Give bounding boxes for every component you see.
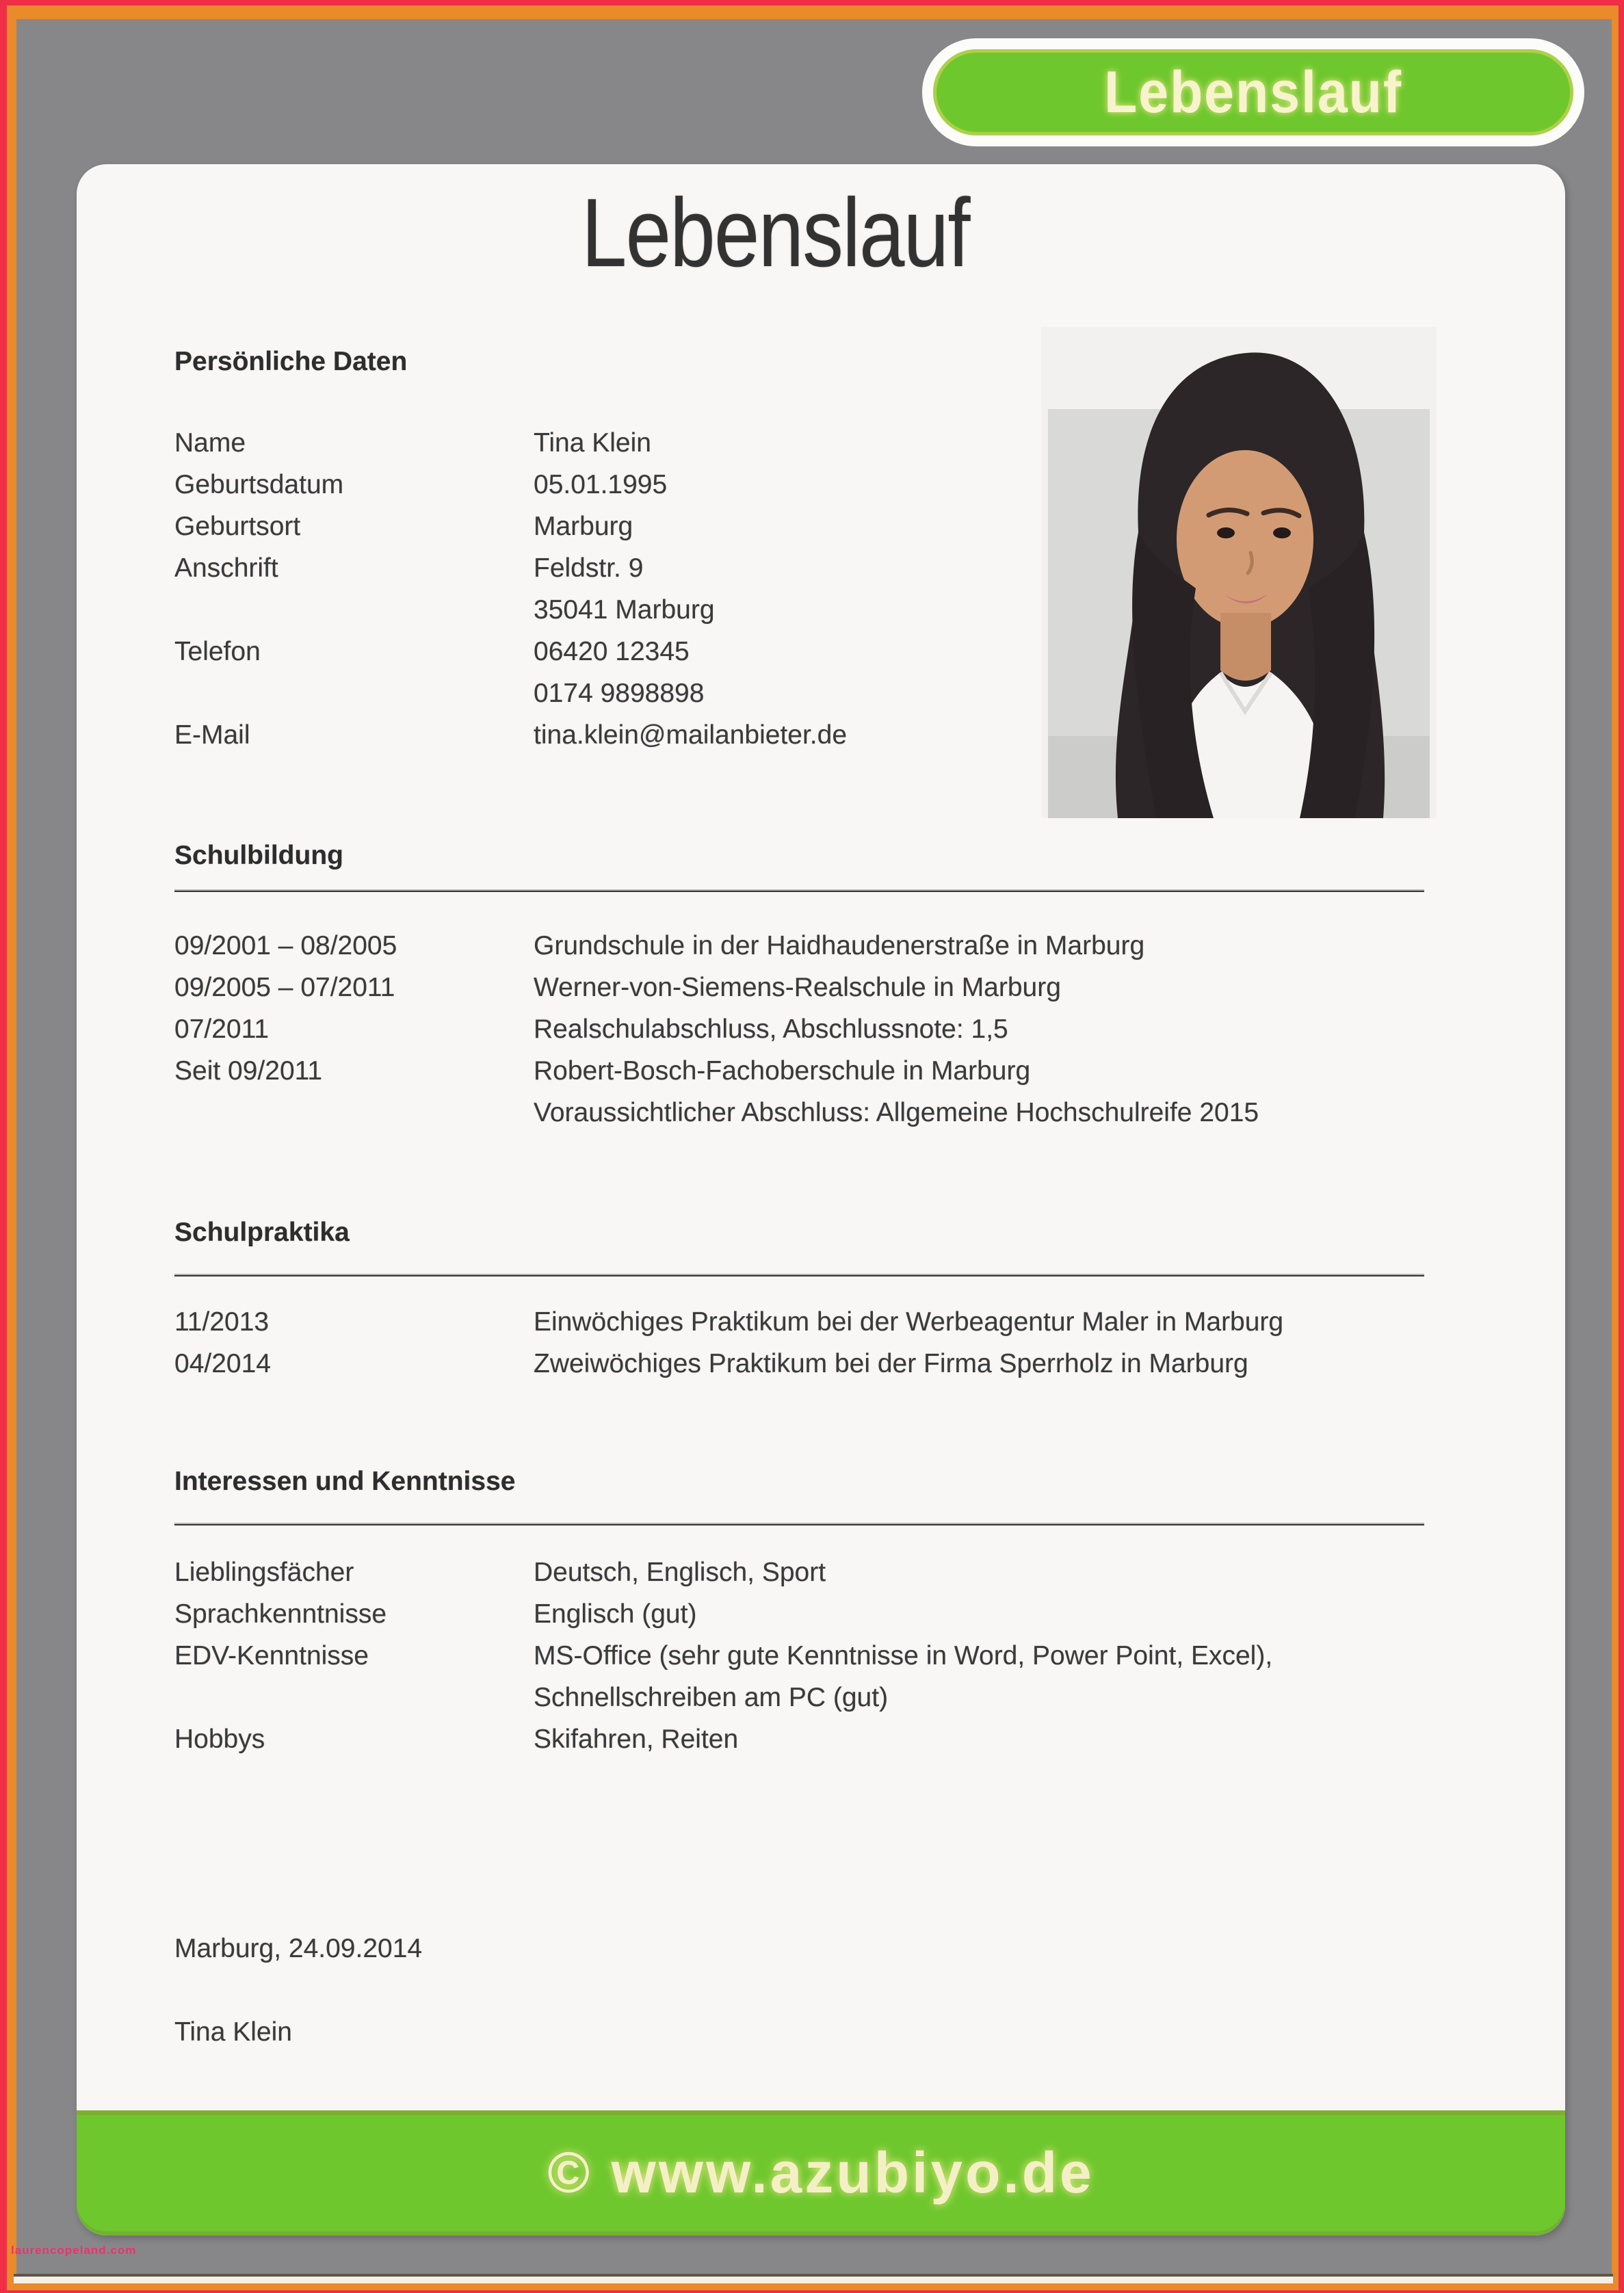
- personal-rows: [77, 422, 1565, 756]
- data-row: [77, 925, 1565, 967]
- data-row: [77, 422, 1565, 464]
- data-row: [77, 1718, 1565, 1760]
- row-label: Lieblingsfächer: [174, 1558, 354, 1587]
- row-value: 35041 Marburg: [534, 595, 715, 625]
- row-label: 09/2001 – 08/2005: [174, 931, 397, 960]
- row-value: Englisch (gut): [534, 1599, 697, 1629]
- row-value: Voraussichtlicher Abschluss: Allgemeine Hochschulreife 2015: [534, 1098, 1259, 1127]
- data-row: [77, 547, 1565, 589]
- row-label: E-Mail: [174, 720, 250, 750]
- row-label: Geburtsort: [174, 512, 301, 541]
- row-label: Hobbys: [174, 1725, 265, 1754]
- section-heading-personal: Persönliche Daten: [174, 347, 408, 376]
- footer-bar: [77, 2110, 1565, 2236]
- data-row: [77, 714, 1565, 756]
- data-row: [77, 1551, 1565, 1593]
- row-label: Telefon: [174, 637, 261, 666]
- data-row: [77, 1343, 1565, 1385]
- row-value: Robert-Bosch-Fachoberschule in Marburg: [534, 1056, 1031, 1086]
- lebenslauf-badge-label: Lebenslauf: [1103, 59, 1403, 125]
- data-row: [77, 1050, 1565, 1092]
- row-value: Feldstr. 9: [534, 553, 644, 583]
- row-value: Realschulabschluss, Abschlussnote: 1,5: [534, 1014, 1008, 1044]
- interessen-rows: [77, 1551, 1565, 1760]
- data-row: [77, 1092, 1565, 1134]
- footer-copyright: © www.azubiyo.de: [547, 2140, 1095, 2205]
- bottom-white-stripe: [14, 2277, 1613, 2283]
- data-row: [77, 967, 1565, 1008]
- row-value: Zweiwöchiges Praktikum bei der Firma Sperrholz in Marburg: [534, 1349, 1248, 1378]
- row-label: Anschrift: [174, 553, 278, 583]
- row-value: tina.klein@mailanbieter.de: [534, 720, 848, 750]
- resume-sheet: [77, 164, 1565, 2236]
- row-label: Seit 09/2011: [174, 1056, 323, 1086]
- watermark-text: laurencopeland.com: [11, 2244, 137, 2257]
- section-divider: [174, 1523, 1424, 1525]
- data-row: [77, 506, 1565, 547]
- row-value: Schnellschreiben am PC (gut): [534, 1683, 889, 1712]
- row-value: Skifahren, Reiten: [534, 1725, 739, 1754]
- section-divider: [174, 889, 1424, 892]
- data-row: [77, 1301, 1565, 1343]
- row-value: Deutsch, Englisch, Sport: [534, 1558, 826, 1587]
- row-value: Werner-von-Siemens-Realschule in Marburg: [534, 973, 1061, 1002]
- section-heading-interessen: Interessen und Kenntnisse: [174, 1467, 516, 1496]
- row-value: Marburg: [534, 512, 633, 541]
- row-value: 0174 9898898: [534, 679, 705, 708]
- row-label: Sprachkenntnisse: [174, 1599, 387, 1629]
- section-divider: [174, 1274, 1424, 1276]
- data-row: [77, 1008, 1565, 1050]
- row-label: 07/2011: [174, 1014, 270, 1044]
- data-row: [77, 631, 1565, 672]
- data-row: [77, 1593, 1565, 1635]
- row-label: Geburtsdatum: [174, 470, 344, 499]
- row-label: 11/2013: [174, 1307, 270, 1337]
- row-label: 09/2005 – 07/2011: [174, 973, 395, 1002]
- data-row: [77, 589, 1565, 631]
- schulbildung-rows: [77, 925, 1565, 1134]
- row-label: 04/2014: [174, 1349, 271, 1378]
- row-value: Tina Klein: [534, 428, 651, 458]
- row-value: Einwöchiges Praktikum bei der Werbeagentur Maler in Marburg: [534, 1307, 1284, 1337]
- row-value: Grundschule in der Haidhaudenerstraße in Marburg: [534, 931, 1145, 960]
- signature-name: Tina Klein: [174, 2017, 292, 2047]
- signature-place-date: Marburg, 24.09.2014: [174, 1934, 423, 1963]
- row-value: 05.01.1995: [534, 470, 668, 499]
- row-value: MS-Office (sehr gute Kenntnisse in Word, Power Point, Excel),: [534, 1641, 1273, 1670]
- row-value: 06420 12345: [534, 637, 690, 666]
- row-label: EDV-Kenntnisse: [174, 1641, 369, 1670]
- schulpraktika-rows: [77, 1301, 1565, 1385]
- row-label: Name: [174, 428, 246, 458]
- section-heading-schulbildung: Schulbildung: [174, 841, 343, 870]
- page-title: Lebenslauf: [581, 179, 969, 287]
- data-row: [77, 672, 1565, 714]
- data-row: [77, 1677, 1565, 1718]
- data-row: [77, 1635, 1565, 1677]
- data-row: [77, 464, 1565, 506]
- section-heading-schulpraktika: Schulpraktika: [174, 1218, 350, 1247]
- lebenslauf-badge: [922, 38, 1584, 146]
